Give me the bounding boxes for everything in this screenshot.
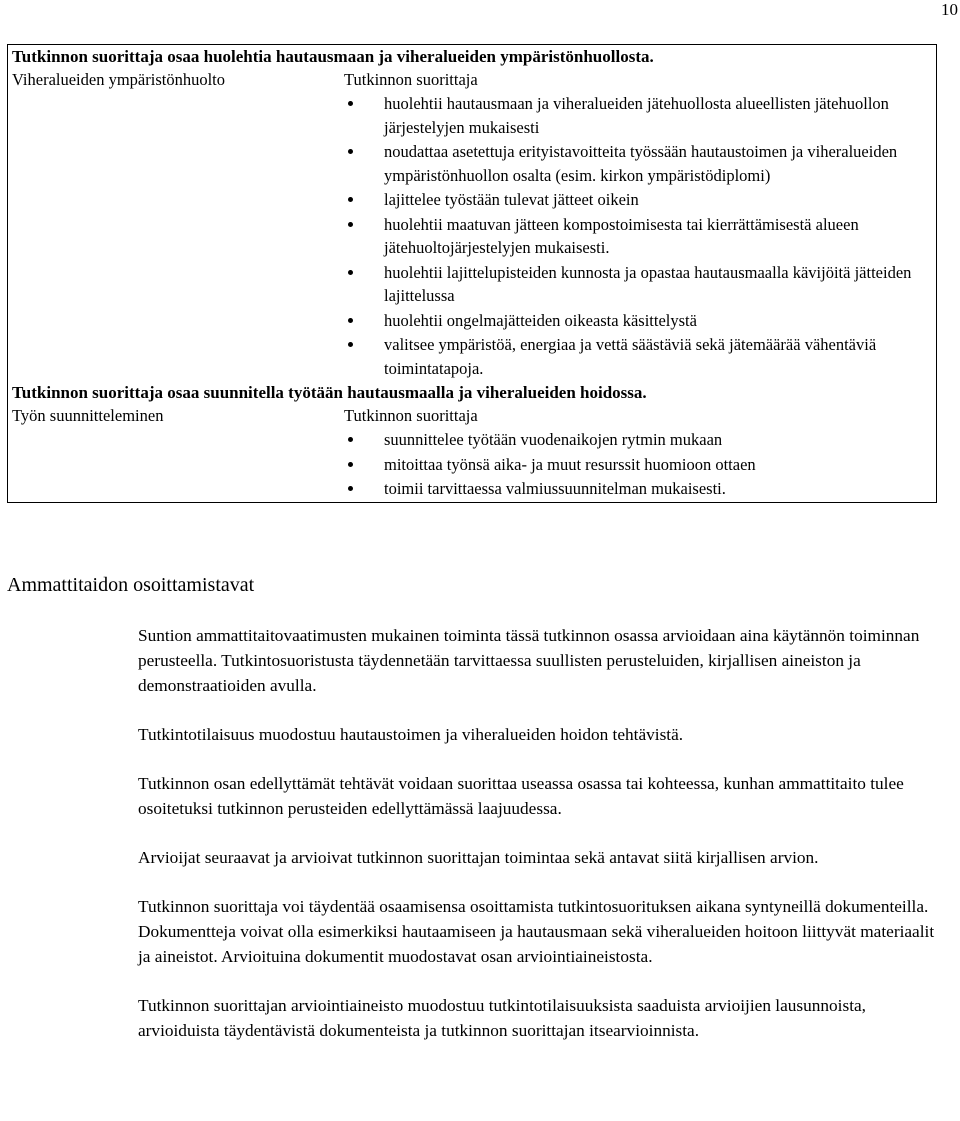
paragraph: Suntion ammattitaitovaatimusten mukainen toiminta tässä tutkinnon osassa arvioidaan aina käytännön toiminnan perusteella. Tutkintosuoristusta täydennetään tarvittaessa suullisten perusteluiden, kirjallisen aineiston ja demonstraatioiden avulla.: [138, 626, 920, 695]
list-item: noudattaa asetettuja erityistavoitteita työssään hautaustoimen ja viheralueiden ympäristönhuollon osalta (esim. kirkon ympäristödiplomi): [384, 140, 932, 187]
body-text: [138, 623, 938, 1067]
list-item: huolehtii lajittelupisteiden kunnosta ja opastaa hautausmaalla kävijöitä jätteiden lajittelussa: [384, 261, 932, 308]
list-item: suunnittelee työtään vuodenaikojen rytmin mukaan: [384, 428, 932, 452]
area-content: [330, 404, 937, 502]
section-title: Ammattitaidon osoittamistavat: [7, 574, 255, 596]
section-heading-row: [8, 45, 937, 69]
list-item: huolehtii maatuvan jätteen kompostoimisesta tai kierrättämisestä alueen jätehuoltojärjestelyjen mukaisesti.: [384, 213, 932, 260]
paragraph: Arvioijat seuraavat ja arvioivat tutkinnon suorittajan toimintaa sekä antavat siitä kirjallisen arvion.: [138, 848, 819, 867]
paragraph: Tutkinnon suorittajan arviointiaineisto muodostuu tutkintotilaisuuksista saaduista arvioijien lausunnoista, arvioiduista täydentävistä dokumenteista ja tutkinnon suorittajan itsearvioinnista.: [138, 996, 866, 1040]
list-item: valitsee ympäristöä, energiaa ja vettä säästäviä sekä jätemäärää vähentäviä toimintatapoja.: [384, 333, 932, 380]
criteria-list: [344, 92, 932, 380]
area-label: Työn suunnitteleminen: [8, 404, 331, 502]
area-content: [330, 68, 937, 381]
area-label: Viheralueiden ympäristönhuolto: [8, 68, 331, 381]
paragraph: Tutkinnon suorittaja voi täydentää osaamisensa osoittamista tutkintosuorituksen aikana syntyneillä dokumenteilla. Dokumentteja voivat olla esimerkiksi hautaamiseen ja hautausmaan sekä viheralueiden hoitoon liittyvät materiaalit ja aineistot. Arvioituina dokumentit muodostavat osan arviointiaineistosta.: [138, 897, 935, 966]
paragraph: Tutkintotilaisuus muodostuu hautaustoimen ja viheralueiden hoidon tehtävistä.: [138, 725, 684, 744]
paragraph: Tutkinnon osan edellyttämät tehtävät voidaan suorittaa useassa osassa tai kohteessa, kunhan ammattitaito tulee osoitetuksi tutkinnon perusteiden edellyttämässä laajuudessa.: [138, 774, 904, 818]
criteria-row: [8, 404, 937, 502]
section-heading: Tutkinnon suorittaja osaa suunnitella työtään hautausmaalla ja viheralueiden hoidossa.: [8, 381, 937, 404]
list-item: huolehtii ongelmajätteiden oikeasta käsittelystä: [384, 309, 932, 333]
subject-label: Tutkinnon suorittaja: [344, 406, 478, 425]
page-number: 10: [941, 0, 958, 19]
criteria-list: [344, 428, 932, 501]
list-item: huolehtii hautausmaan ja viheralueiden jätehuollosta alueellisten jätehuollon järjestelyjen mukaisesti: [384, 92, 932, 139]
list-item: mitoittaa työnsä aika- ja muut resurssit huomioon ottaen: [384, 453, 932, 477]
criteria-table: [7, 44, 937, 503]
list-item: lajittelee työstään tulevat jätteet oikein: [384, 188, 932, 212]
list-item: toimii tarvittaessa valmiussuunnitelman mukaisesti.: [384, 477, 932, 501]
criteria-row: [8, 68, 937, 381]
section-heading: Tutkinnon suorittaja osaa huolehtia hautausmaan ja viheralueiden ympäristönhuollosta.: [8, 45, 937, 69]
section-heading-row: [8, 381, 937, 404]
subject-label: Tutkinnon suorittaja: [344, 70, 478, 89]
